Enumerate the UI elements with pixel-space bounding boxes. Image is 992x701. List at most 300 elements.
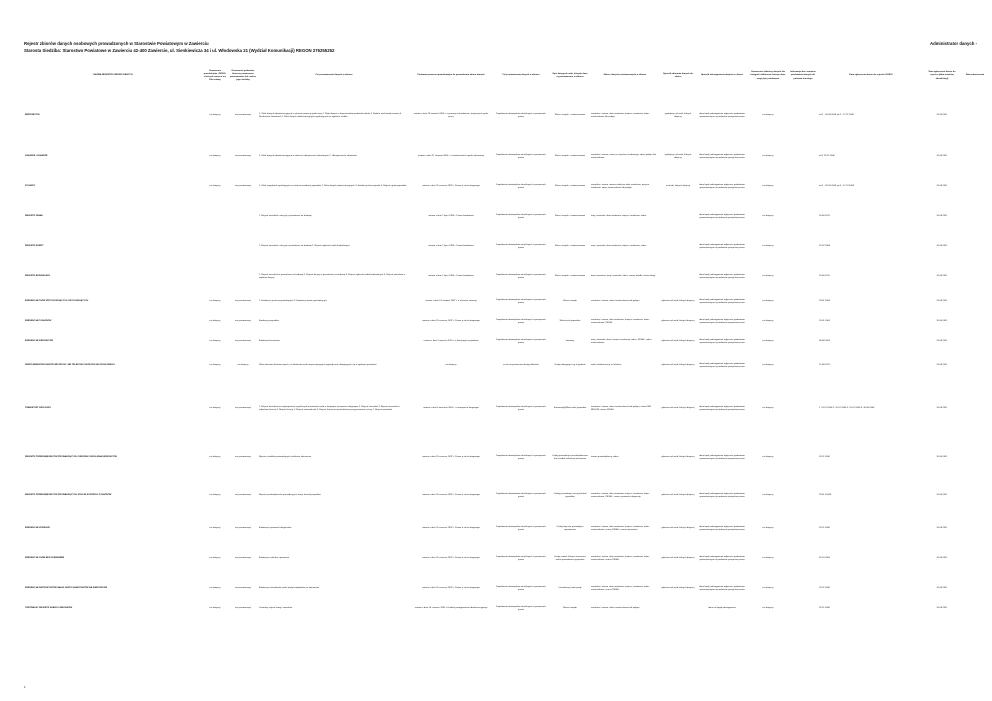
cell-collect: gdzienie od osób, których dotyczą <box>661 494 695 497</box>
register-name: REJESTR ZMIAN <box>25 215 43 218</box>
cell-upd: 20.06.2011 <box>936 320 948 323</box>
cell-giodo: 22.07.2008 <box>819 245 830 248</box>
cell-obj: nie dotyczy <box>209 320 221 323</box>
cell-purpose: 1. Rejestr wniosków i decyzji o pozwoleniu na budowę 2. Rejestr zgłoszeń robót budowlanych <box>259 245 350 248</box>
cell-obj: nie dotyczy <box>209 587 221 590</box>
cell-scope: imię, nazwisko, data urodzenia, miejsce urodzenia, adres <box>591 215 647 218</box>
cell-cat: Klienci urzędu - zainteresowani <box>554 155 586 158</box>
page-number: 1 <box>24 685 26 689</box>
cell-obj: nie dotyczy <box>209 607 221 610</box>
cell-share: dane będą udostępniane wyłącznie podmiotom upoważnionym na podstawie przepisów prawa <box>699 555 745 561</box>
cell-proc: nie przetwarzaja <box>235 300 251 303</box>
cell-giodo: 20.11.2006 <box>819 527 830 530</box>
cell-purpose: Ewidencja osób bez uprawnień <box>259 557 290 560</box>
cell-third <box>788 478 818 514</box>
cell-obj: nie dotyczy <box>209 407 221 410</box>
cell-recip: nie dotyczy <box>762 215 774 218</box>
cell-obj: nie dotyczy <box>209 114 221 117</box>
cell-giodo: ad 1 - 20.05.2006 ad 4 - 17.10.2008 <box>819 185 854 188</box>
cell-recip: nie dotyczy <box>762 114 774 117</box>
column-header <box>2 62 24 90</box>
table-row <box>2 172 990 202</box>
register-name: REJESTR PRZEDSIĘBIORCÓW PROWADZĄCYCH STACJE KONTROLI POJAZDÓW <box>25 494 112 497</box>
cell-law: ustawa z dnia 20 czerwca 1997 r. Prawo o ruchu drogowym <box>422 185 480 188</box>
column-header: Cel przetwarzania danych w zbiorze <box>315 74 353 77</box>
cell-giodo: 20.06.2011 <box>819 275 830 278</box>
cell-empty <box>960 90 990 142</box>
cell-obj: nie dotyczy <box>209 557 221 560</box>
cell-goal: Dopełnienie obowiązków określonych w przepisach prawa <box>496 243 546 249</box>
cell-purpose: Ewidencja kierowców <box>259 340 280 343</box>
cell-proc: nie przetwarzaja <box>235 456 251 459</box>
document-header <box>24 41 334 54</box>
cell-third <box>788 292 818 312</box>
cell-empty <box>2 262 24 292</box>
cell-third <box>788 232 818 262</box>
cell-upd: 20.06.2011 <box>936 557 948 560</box>
cell-goal: Dopełnienie obowiązków określonych w przepisach prawa <box>496 585 546 591</box>
cell-recip: nie dotyczy <box>762 155 774 158</box>
register-table <box>2 62 990 614</box>
cell-law: ustawa z dnia 5 stycznia 2011 r. o kierujących pojazdami <box>423 340 479 343</box>
cell-law: ustawa z dnia 7 lipca 1994 r. Prawo budowlane <box>428 245 474 248</box>
cell-purpose: Zbiór adresów elektronicznych i nr telefonów osób rozpoczynających pojazdy oraz ubiegających się o wydanie uprawnień <box>259 364 377 367</box>
cell-collect <box>660 202 696 232</box>
cell-recip: nie dotyczy <box>762 407 774 410</box>
cell-collect <box>660 232 696 262</box>
cell-share: dane będą udostępniane wyłącznie podmiotom upoważnionym na podstawie przepisów prawa <box>699 112 745 118</box>
cell-collect: wydajemy od osób, których dotyczą <box>664 112 692 118</box>
cell-purpose: Rejestr przedsiębiorców prowadzących stacje kontroli pojazdów <box>259 494 321 497</box>
cell-giodo: 30.10.2006 <box>819 557 830 560</box>
cell-share: dane nie będą udostępniane <box>708 607 736 610</box>
cell-collect: gdzienie od osób, których dotyczą <box>661 557 695 560</box>
table-row <box>2 574 990 604</box>
cell-cat: Osoby ubiegające się o wydanie <box>554 364 586 367</box>
cell-proc: nie przetwarzaja <box>235 607 251 610</box>
table-row <box>2 292 990 312</box>
cell-purpose: 1. Rejestr wniosków o pozwolenie na budowę 2. Rejestr decyzji o pozwoleniu na budowę 3. Rejestr zgłoszeń robót budowlanych 4. Rejestr wniosków o wydanie decyzji <box>259 273 406 279</box>
cell-proc: nie przetwarzaja <box>235 587 251 590</box>
cell-empty <box>2 232 24 262</box>
cell-scope: nazwisko i imiona, adres zamieszkania lub pobytu <box>591 607 640 610</box>
cell-empty <box>960 514 990 544</box>
cell-giodo: 25.11.2006 <box>819 607 830 610</box>
cell-purpose: 1. Rejestr wniosków na wykonywanie regularnych przewozów osób w krajowym transporcie drogowym 2. Rejestr zezwoleń 3. Rejestr wniosków o udzielenie licencji 4. Rejestr licencji 5. Rejestr zaświadczeń 6. Rejestr licencji na pośrednictwo przy przewozie rzeczy 7. Rejestr wniosków <box>259 405 400 411</box>
cell-collect <box>660 604 696 614</box>
cell-cat: Instruktorzy nauki jazdy <box>558 587 582 590</box>
cell-empty <box>960 332 990 352</box>
cell-empty <box>960 142 990 172</box>
cell-empty <box>2 544 24 574</box>
cell-upd: 20.06.2011 <box>936 407 948 410</box>
column-header: Oznaczenie podmiotu, któremu powierzono przetwarzanie lub i adres jego siedziby <box>229 69 256 82</box>
cell-proc: nie przetwarzaja <box>235 494 251 497</box>
cell-giodo: 20.06.2011 <box>819 215 830 218</box>
cell-giodo: 29.01.2006 <box>819 300 830 303</box>
cell-share: dane będą udostępniane wyłącznie podmiotom upoważnionym na podstawie przepisów prawa <box>699 492 745 498</box>
cell-purpose: Centralny rejestr skarg i wniosków <box>259 607 293 610</box>
cell-giodo: 20.01.12008 <box>819 494 832 497</box>
cell-law: ustawa z dnia 6 września 2001 r. o transporcie drogowym <box>423 407 479 410</box>
register-name: POJAZDY <box>25 185 36 188</box>
register-name: EWIDENCJA POJAZDÓW <box>25 320 52 323</box>
cell-empty <box>2 332 24 352</box>
cell-empty <box>960 478 990 514</box>
cell-collect: gdzienie od osób, których dotyczą <box>661 407 695 410</box>
cell-goal: Dopełnienie obowiązków określonych w przepisach prawa <box>496 525 546 531</box>
table-body <box>2 90 990 614</box>
cell-recip: nie dotyczy <box>762 557 774 560</box>
cell-share: dane będą udostępniane wyłącznie podmiotom upoważnionym na podstawie przepisów prawa <box>699 153 745 159</box>
cell-giodo: 15.01.2006 <box>819 320 830 323</box>
cell-upd: 20.06.2011 <box>936 215 948 218</box>
register-name: EWIDENCJA INSTRUKTORÓW NAUKI JAZDY KANDYDATÓW NA KIEROWCÓW <box>25 587 108 590</box>
cell-upd: 20.06.2011 <box>936 456 948 459</box>
table-row <box>2 478 990 514</box>
cell-law: ustawa z dnia 27 sierpnia 2004 r. o świadczeniach opieki zdrowotnej <box>417 155 485 158</box>
cell-empty <box>2 172 24 202</box>
cell-proc: nie przetwarzaja <box>235 320 251 323</box>
table-row <box>2 604 990 614</box>
header-subtitle: Starosta Siedziba: Starostwo Powiatowe w Zawierciu 42-400 Zawiercie, ul. Sienkiewicza 34 i ul. Włodowska 21 (Wydział Komunikacji) REGON 276255252 <box>24 47 335 53</box>
cell-goal: Dopełnienie obowiązków określonych w przepisach prawa <box>496 605 546 611</box>
table-row <box>2 232 990 262</box>
table-row <box>2 142 990 172</box>
cell-goal: Dopełnienie obowiązków określonych w przepisach prawa <box>496 298 546 304</box>
cell-empty <box>2 514 24 544</box>
cell-cat: Klienci urzędu - zainteresowani <box>554 275 586 278</box>
cell-upd: 20.06.2011 <box>936 155 948 158</box>
cell-goal: Dopełnienie obowiązków określonych w przepisach prawa <box>496 454 546 460</box>
cell-empty <box>2 380 24 438</box>
cell-collect: wydajemy od osób, których dotyczą <box>664 153 692 159</box>
cell-proc: nie przetwarzaja <box>235 185 251 188</box>
cell-scope: nazwa przedsiębiorcy, adres <box>591 456 619 459</box>
register-name: REJESTR ROBÓT <box>25 245 44 248</box>
cell-obj <box>202 262 228 292</box>
cell-goal: Dopełnienie obowiązków określonych w przepisach prawa <box>496 492 546 498</box>
cell-scope: nazwisko i imiona, data urodzenia, miejsce urodzenia, adres zamieszkania, numer PESEL <box>591 555 650 561</box>
cell-goal: Dopełnienie obowiązków określonych w przepisach prawa <box>496 112 546 118</box>
cell-empty <box>960 604 990 614</box>
cell-empty <box>2 312 24 332</box>
cell-goal: Dopełnienie obowiązków określonych w przepisach prawa <box>496 405 546 411</box>
cell-share: dane będą udostępniane wyłącznie podmiotom upoważnionym na podstawie przepisów prawa <box>699 183 745 189</box>
cell-collect: od osób, których dotyczą <box>665 185 691 188</box>
cell-obj <box>202 202 228 232</box>
cell-goal: Dopełnienie obowiązków określonych w przepisach prawa <box>496 338 546 344</box>
register-name: EWIDENCJA OSÓB BEZ UPRAWNIEŃ <box>25 557 65 560</box>
cell-scope: adres elektroniczny, nr telefonu <box>591 364 622 367</box>
cell-third <box>788 380 818 438</box>
column-header: Opis kategorii osób, których dane są przetwarzane w zbiorze <box>552 72 588 78</box>
cell-empty <box>2 478 24 514</box>
cell-collect: gdzienie od osób, których dotyczą <box>661 320 695 323</box>
cell-empty <box>2 90 24 142</box>
cell-cat: Klienci urzędu <box>563 607 577 610</box>
cell-third <box>788 90 818 142</box>
cell-collect <box>660 262 696 292</box>
cell-purpose: Ewidencja instruktorów nauki jazdy kandydatów na kierowców <box>259 587 320 590</box>
cell-share: dane będą udostępniane wyłącznie podmiotom upoważnionym na podstawie przepisów prawa <box>699 405 745 411</box>
cell-proc <box>228 202 258 232</box>
cell-recip: nie dotyczy <box>762 527 774 530</box>
cell-recip: nie dotyczy <box>762 300 774 303</box>
cell-collect: gdzienie od osób, których dotyczą <box>661 456 695 459</box>
cell-share: dane będą udostępniane wyłącznie podmiotom upoważnionym na podstawie przepisów prawa <box>699 273 745 279</box>
cell-law: nie dotyczy <box>445 364 457 367</box>
cell-third <box>788 544 818 574</box>
register-name: CENTRALNY REJESTR SKARG I WNIOSKÓW <box>25 607 73 610</box>
cell-cat: Klienci urzędu - zainteresowani <box>554 114 586 117</box>
cell-share: dane będą udostępniane wyłącznie podmiotom upoważnionym na podstawie przepisów prawa <box>699 525 745 531</box>
cell-empty <box>960 438 990 478</box>
cell-proc: nie dotyczy <box>237 364 249 367</box>
cell-obj: nie dotyczy <box>209 527 221 530</box>
cell-goal: w celu usprawnienia obsługi klientów <box>503 364 539 367</box>
cell-share: dane będą udostępniane wyłącznie podmiotom upoważnionym na podstawie przepisów prawa <box>699 243 745 249</box>
cell-empty <box>2 142 24 172</box>
cell-upd: 20.06.2011 <box>936 245 948 248</box>
cell-goal: Dopełnienie obowiązków określonych w przepisach prawa <box>496 213 546 219</box>
cell-recip: nie dotyczy <box>762 607 774 610</box>
cell-law: ustawa z dnia 20 czerwca 1997 r. Prawo o ruchu drogowym <box>422 527 480 530</box>
cell-empty <box>2 574 24 604</box>
cell-purpose: Ewidencja uprawnień diagnostów <box>259 527 292 530</box>
cell-purpose: 1. Zbiór danych administracyjnych o zakresie pomocy społecznej 2. Zbiór danych o bezpośrednim podatniku lokalu 3. Nadzór nad świadczeniami 4. Rozliczenia świadczeń 5. Zbiór danych administracyjnych wynikających na wypłacie środka <box>259 112 402 118</box>
cell-obj: nie dotyczy <box>209 300 221 303</box>
cell-empty <box>2 202 24 232</box>
register-name: EWIDENCJA PSÓW PRZYCHODZĄCYCH I WYCHODZĄCYCH <box>25 300 89 303</box>
cell-empty <box>2 292 24 312</box>
cell-collect: gdzienie od osób, których dotyczą <box>661 300 695 303</box>
cell-proc: nie przetwarzaja <box>235 407 251 410</box>
cell-recip: nie dotyczy <box>762 275 774 278</box>
cell-upd: 20.06.2011 <box>936 340 948 343</box>
cell-proc: nie przetwarzaja <box>235 340 251 343</box>
cell-scope: nazwisko i imiona, data urodzenia, miejsce urodzenia, adres zamieszkania, numer PESEL, numer uprawnień <box>591 525 650 531</box>
cell-scope: imię, nazwisko, data urodzenia, miejsce urodzenia, adres <box>591 245 647 248</box>
cell-third <box>788 172 818 202</box>
cell-empty <box>960 352 990 380</box>
cell-giodo: 1. 15.07.2006 2. 15.07.2006 3. 15.07.2006 4. 30.08.2006 <box>819 407 875 410</box>
cell-giodo: 22.08.2011 <box>819 364 830 367</box>
cell-collect: gdzienie od osób, których dotyczą <box>661 527 695 530</box>
table-row <box>2 352 990 380</box>
cell-collect: gdzienie od osób, których dotyczą <box>661 340 695 343</box>
cell-obj: nie dotyczy <box>209 494 221 497</box>
cell-proc: nie przetwarzaja <box>235 557 251 560</box>
column-header: Data zgłoszenia zbioru do rejestru GIODO <box>849 74 893 77</box>
cell-purpose: 1. Rejestr wniosków i decyzji o pozwoleniu na budowę <box>259 215 312 218</box>
table-row <box>2 514 990 544</box>
cell-upd: 20.06.2011 <box>936 300 948 303</box>
cell-goal: Dopełnienie obowiązków określonych w przepisach prawa <box>496 153 546 159</box>
cell-obj: nie dotyczy <box>209 456 221 459</box>
cell-third <box>788 142 818 172</box>
cell-share: dane będą udostępniane wyłącznie podmiotom upoważnionym na podstawie przepisów prawa <box>699 298 745 304</box>
cell-giodo: 20.11.2006 <box>819 587 830 590</box>
cell-obj: nie dotyczy <box>209 340 221 343</box>
cell-recip: nie dotyczy <box>762 245 774 248</box>
cell-law: ustawa z dnia 20 czerwca 1997 r. Prawo o ruchu drogowym <box>422 320 480 323</box>
cell-purpose: 1. Ewidencja psów przychodzących 2. Ewidencja psów wychodzących <box>259 300 327 303</box>
cell-giodo: ad 1 - 03.09.2006 ad 2 - 17.11.2008 <box>819 114 854 117</box>
register-name: EWIDENCJA UDZIELEŃ <box>25 527 50 530</box>
cell-empty <box>960 202 990 232</box>
cell-giodo: ad 1 29.11.2006 <box>819 155 835 158</box>
cell-share: dane będą udostępniane wyłącznie podmiotom upoważnionym na podstawie przepisów prawa <box>699 213 745 219</box>
cell-upd: 20.06.2011 <box>936 114 948 117</box>
cell-third <box>788 262 818 292</box>
register-name: ZBIÓR ADRESÓW ELEKTRONICZNYCH I NR TELEFONU OSÓB RUCHU DROGOWEGO <box>25 364 115 367</box>
cell-law: ustawa z dnia 20 czerwca 1997 r. Prawo o ruchu drogowym <box>422 557 480 560</box>
cell-scope: nazwisko i imiona, data urodzenia, miejsce urodzenia, adres zamieszkania, numer PESEL <box>591 585 650 591</box>
cell-cat: Właściciele pojazdów <box>559 320 581 323</box>
cell-upd: 20.06.2011 <box>936 607 948 610</box>
column-header: Data zgłoszenia zbioru do rejestru (data ostatniej aktualizacji) <box>928 71 956 80</box>
cell-recip: nie dotyczy <box>762 587 774 590</box>
cell-recip: nie dotyczy <box>762 320 774 323</box>
table-row <box>2 380 990 438</box>
cell-purpose: Ewidencja pojazdów <box>259 320 279 323</box>
cell-scope: nazwisko i imiona, adres zamieszkania lub pobytu, numer NIP, REGON, numer PESEL <box>591 405 652 411</box>
cell-recip: nie dotyczy <box>762 185 774 188</box>
table-row <box>2 544 990 574</box>
register-name: REJESTR BUDOWLANY <box>25 275 51 278</box>
cell-law: ustawa z dnia 21 sierpnia 1997 r. o ochronie zwierząt <box>425 300 477 303</box>
cell-scope: nazwisko i imiona, data urodzenia, miejsce urodzenia, adres zamieszkania, PESEL <box>591 318 650 324</box>
cell-cat: Osoby fizyczne posiadające uprawnienia <box>556 525 584 531</box>
cell-cat: Klienci urzędu - zainteresowani <box>554 215 586 218</box>
cell-empty <box>2 352 24 380</box>
cell-empty <box>960 574 990 604</box>
column-header: NAZWA REJESTRU ZBIORU DANYCH <box>93 74 133 77</box>
cell-purpose: 1. Zbiór zagadnień wynikających w zakresie ewidencji pojazdów 2. Zbiór danych administracyjnych 3. Ewidencja kart pojazdu 4. Rejestr spraw pojazdów <box>259 185 407 188</box>
cell-law: ustawa z dnia 7 lipca 1994 r. Prawo budowlane <box>428 275 474 278</box>
cell-obj <box>202 232 228 262</box>
cell-empty <box>960 172 990 202</box>
table-header-row <box>2 62 990 90</box>
header-title: Rejestr zbiorów danych osobowych prowadzonych w Starostwie Powiatowym w Zawierciu <box>24 41 209 46</box>
column-header: Sposób udostępniania danych ze zbioru <box>701 74 743 77</box>
column-header: Cel przetwarzania danych w zbiorze <box>502 74 540 77</box>
column-header: Sposób zbierania danych do zbioru <box>663 72 693 78</box>
cell-third <box>788 604 818 614</box>
cell-empty <box>960 232 990 262</box>
cell-share: dane będą udostępniane wyłącznie podmiotom upoważnionym na podstawie przepisów prawa <box>699 338 745 344</box>
table-row <box>2 438 990 478</box>
table-row <box>2 312 990 332</box>
table-row <box>2 262 990 292</box>
cell-empty <box>2 438 24 478</box>
cell-proc <box>228 232 258 262</box>
cell-law: ustawa z dnia 20 czerwca 1997 r. Prawo o ruchu drogowym <box>422 587 480 590</box>
cell-third <box>788 352 818 380</box>
cell-empty <box>960 262 990 292</box>
cell-third <box>788 312 818 332</box>
cell-third <box>788 202 818 232</box>
cell-empty <box>2 604 24 614</box>
cell-scope: nazwisko i imiona, numer w rejestrze osobowego, adres pobytu lub zamieszkania <box>591 153 656 159</box>
cell-proc: nie przetwarzaja <box>235 155 251 158</box>
cell-share: dane będą udostępniane wyłącznie podmiotom upoważnionym na podstawie przepisów prawa <box>699 318 745 324</box>
register-name: EWIDENCJA KIEROWCÓW <box>25 340 53 343</box>
column-header: Podstawa prawna upoważniająca do prowadzenia zbioru danych <box>417 74 485 77</box>
cell-law: ustawa z dnia 7 lipca 1994 r. Prawo budowlane <box>428 215 474 218</box>
cell-cat: kierowcy <box>565 340 575 343</box>
cell-scope: nazwisko i imiona, imiona rodziców, data urodzenia, miejsce urodzenia, adres zamieszkania lub pobytu <box>591 183 650 189</box>
cell-share: dane będą udostępniane wyłącznie podmiotom upoważnionym na podstawie przepisów prawa <box>699 585 745 591</box>
cell-law: ustawa z dnia 20 kwietnia 2004 r. o promocji zatrudnienia i instytucjach rynku pracy <box>413 112 489 118</box>
cell-purpose: 1. Zbiór danych administracyjnych w zakresie ubezpieczeń zdrowotnych 2. Ubezpieczenie zdrowotne <box>259 155 357 158</box>
register-name: BEZROBOTNI <box>25 114 40 117</box>
cell-cat: Osoby prowadzące przedsiębiorstwo lub ośrodek szkolenia kierowców <box>552 454 588 460</box>
cell-law: ustawa z dnia 14 czerwca 1960 r. Kodeks postępowania administracyjnego <box>414 607 488 610</box>
column-header: Oznaczenie odbiorcy danych lub kategorii odbiorców, którym dane mogą być przekazane <box>750 71 786 80</box>
cell-third <box>788 332 818 352</box>
table-row <box>2 90 990 142</box>
cell-cat: Samorządy/Właściciele pojazdów <box>553 407 587 410</box>
cell-empty <box>960 544 990 574</box>
cell-collect: gdzienie od osób, których dotyczą <box>661 364 695 367</box>
cell-proc: nie przetwarzaja <box>235 527 251 530</box>
cell-empty <box>960 292 990 312</box>
column-header: Data zakończenia <box>965 74 985 77</box>
cell-goal: Dopełnienie obowiązków określonych w przepisach prawa <box>496 183 546 189</box>
cell-collect: gdzienie od osób, których dotyczą <box>661 587 695 590</box>
cell-cat: Osoby prowadzące stację kontroli pojazdów <box>553 492 587 498</box>
column-header: Zakres danych przetwarzanych w zbiorze <box>603 74 647 77</box>
cell-upd: 20.06.2011 <box>936 527 948 530</box>
cell-recip: nie dotyczy <box>762 456 774 459</box>
cell-empty <box>960 312 990 332</box>
cell-third <box>788 438 818 478</box>
cell-cat: Klienci urzędu - zainteresowani <box>554 245 586 248</box>
register-name: REJESTR PRZEDSIĘBIORCÓW PROWADZĄCYCH OŚRODEK SZKOLENIA KIEROWCÓW <box>25 456 117 459</box>
cell-purpose: Rejestr ośrodków prowadzących szkolenia kierowców <box>259 456 312 459</box>
cell-upd: 20.06.2011 <box>936 275 948 278</box>
administrator-label: Administrator danych - <box>930 41 978 46</box>
cell-giodo: 20.11.2006 <box>819 456 830 459</box>
cell-upd: 20.06.2011 <box>936 494 948 497</box>
cell-empty <box>960 380 990 438</box>
register-name: TRANSPORT DROGOWY <box>25 407 52 410</box>
cell-giodo: 08.08.2006 <box>819 340 830 343</box>
column-header: Oznaczenie przedmiotów i RODO, z których niezw w art. Dla ustawy <box>203 69 227 82</box>
cell-law: ustawa z dnia 20 czerwca 1997 r. Prawo o ruchu drogowym <box>422 494 480 497</box>
cell-cat: Klienci urzędu <box>563 300 577 303</box>
cell-goal: Dopełnienie obowiązków określonych w przepisach prawa <box>496 555 546 561</box>
cell-proc: nie przetwarzaja <box>235 114 251 117</box>
cell-cat: Klienci urzędu - zainteresowani <box>554 185 586 188</box>
cell-obj: nie dotyczy <box>209 364 221 367</box>
cell-share: dane będą udostępniane wyłącznie podmiotom upoważnionym na podstawie przepisów prawa <box>699 362 745 368</box>
cell-upd: 20.06.2011 <box>936 587 948 590</box>
cell-obj: nie dotyczy <box>209 185 221 188</box>
cell-scope: nazwisko i imiona, data urodzenia, miejsce urodzenia, adres zamieszkania, PESEL, numer uprawnień diagnosty <box>591 492 650 498</box>
cell-obj: nie dotyczy <box>209 155 221 158</box>
column-header: Informacja dot. zamiarze przekazania danych do państwa trzeciego <box>790 71 816 80</box>
cell-upd: 20.06.2011 <box>936 185 948 188</box>
cell-recip: nie dotyczy <box>762 364 774 367</box>
cell-goal: Dopełnienie obowiązków określonych w przepisach prawa <box>496 273 546 279</box>
cell-share: dane będą udostępniane wyłącznie podmiotom upoważnionym na podstawie przepisów prawa <box>699 454 745 460</box>
table-row <box>2 332 990 352</box>
cell-law: ustawa z dnia 20 czerwca 1997 r. Prawo o ruchu drogowym <box>422 456 480 459</box>
cell-upd: 20.06.2011 <box>936 364 948 367</box>
